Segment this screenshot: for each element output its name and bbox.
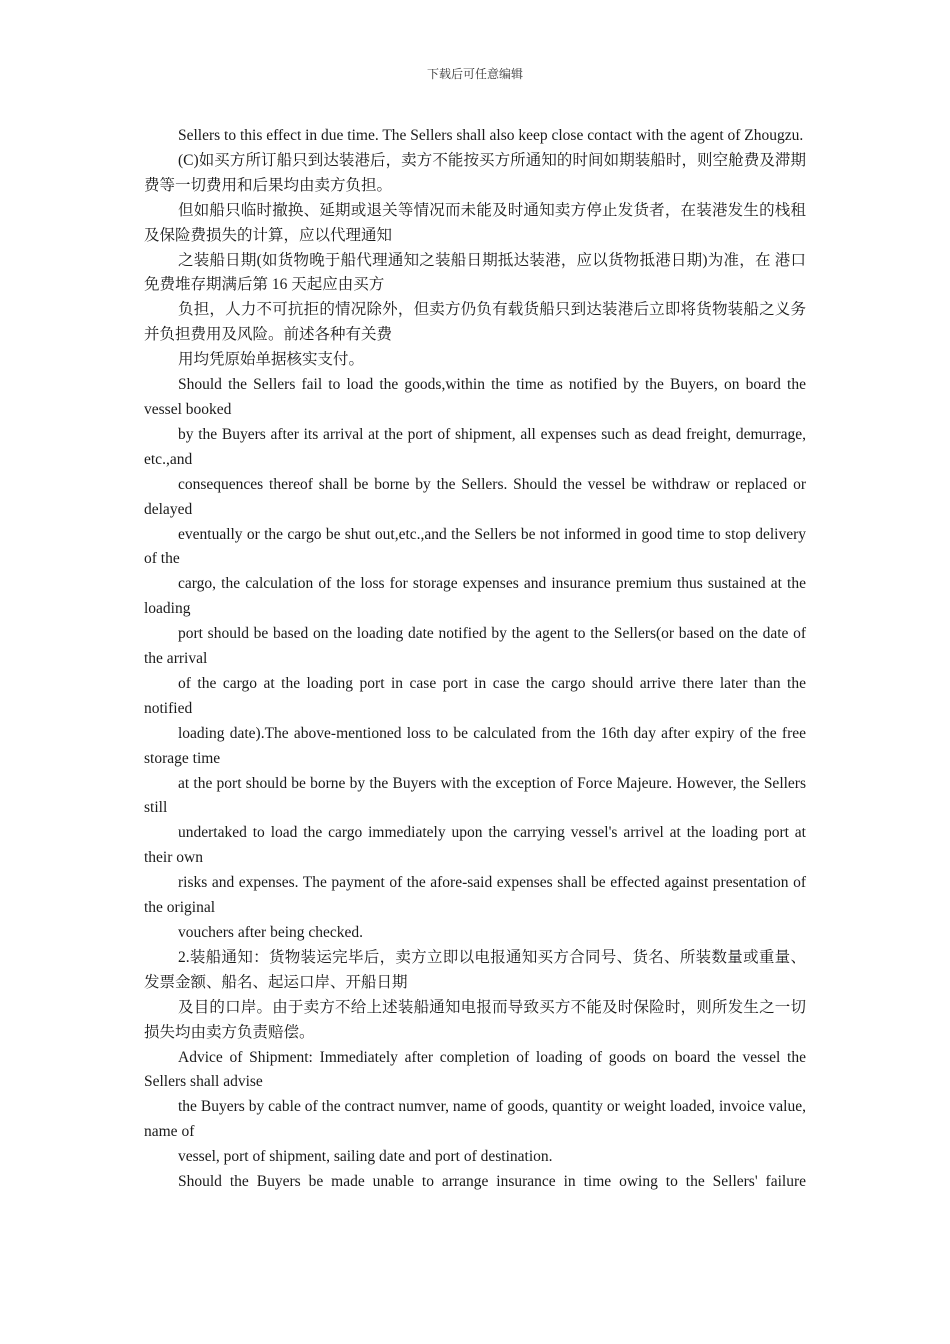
paragraph: eventually or the cargo be shut out,etc.,and the Sellers be not informed in good time to stop delivery of the (144, 525, 806, 568)
paragraph: Should the Sellers fail to load the goods,within the time as notified by the Buyers, on board the vessel booked (144, 376, 806, 418)
paragraph: cargo, the calculation of the loss for storage expenses and insurance premium thus sustained at the loading (144, 575, 806, 618)
paragraph: risks and expenses. The payment of the afore-said expenses shall be effected against presentation of the original (144, 874, 806, 917)
paragraph: of the cargo at the loading port in case port in case the cargo should arrive there later than the notified (144, 674, 806, 717)
paragraph: 用均凭原始单据核实支付。 (178, 351, 365, 369)
paragraph: loading date).The above-mentioned loss to be calculated from the 16th day after expiry of the free storage time (144, 724, 806, 767)
paragraph: 2.装船通知：货物装运完毕后，卖方立即以电报通知买方合同号、货名、所装数量或重量、发票金额、船名、起运口岸、开船日期 (144, 948, 806, 991)
paragraph: port should be based on the loading date notified by the agent to the Sellers(or based on the date of the arrival (144, 625, 806, 668)
document-body (144, 124, 806, 1195)
paragraph: the Buyers by cable of the contract numver, name of goods, quantity or weight loaded, invoice value, name of (144, 1098, 806, 1141)
paragraph: at the port should be borne by the Buyers with the exception of Force Majeure. However, the Sellers still (144, 774, 806, 817)
paragraph: 之装船日期(如货物晚于船代理通知之装船日期抵达装港，应以货物抵港日期)为准，在 港口免费堆存期满后第 16 天起应由买方 (144, 251, 806, 294)
paragraph: consequences thereof shall be borne by the Sellers. Should the vessel be withdraw or replaced or delayed (144, 475, 806, 518)
page-header: 下载后可任意编辑 (426, 67, 523, 81)
paragraph: 但如船只临时撤换、延期或退关等情况而未能及时通知卖方停止发货者，在装港发生的栈租及保险费损失的计算，应以代理通知 (144, 201, 806, 244)
paragraph: 负担，人力不可抗拒的情况除外，但卖方仍负有载货船只到达装港后立即将货物装船之义务并负担费用及风险。前述各种有关费 (144, 301, 806, 344)
paragraph: undertaked to load the cargo immediately upon the carrying vessel's arrivel at the loading port at their own (144, 824, 806, 867)
paragraph: (C)如买方所订船只到达装港后，卖方不能按买方所通知的时间如期装船时，则空舱费及滞期费等一切费用和后果均由卖方负担。 (144, 151, 806, 194)
paragraph: vouchers after being checked. (178, 924, 364, 941)
paragraph: vessel, port of shipment, sailing date and port of destination. (178, 1148, 553, 1166)
paragraph: Should the Buyers be made unable to arrange insurance in time owing to the Sellers' failure (178, 1173, 806, 1191)
paragraph: Advice of Shipment: Immediately after completion of loading of goods on board the vessel the Sellers shall advise (144, 1048, 806, 1091)
paragraph: Sellers to this effect in due time. The Sellers shall also keep close contact with the agent of Zhougzu. (178, 127, 804, 144)
paragraph: by the Buyers after its arrival at the port of shipment, all expenses such as dead freight, demurrage, etc.,and (144, 425, 806, 468)
paragraph: 及目的口岸。由于卖方不给上述装船通知电报而导致买方不能及时保险时，则所发生之一切损失均由卖方负责赔偿。 (144, 998, 806, 1041)
